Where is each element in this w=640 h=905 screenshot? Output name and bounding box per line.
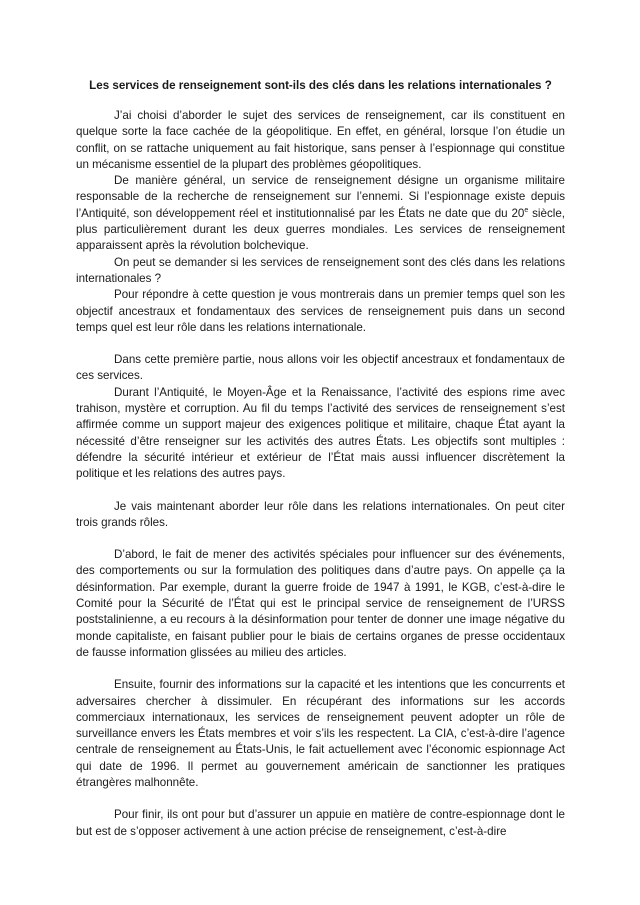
paragraph-part-one-intro: Dans cette première partie, nous allons voir les objectif ancestraux et fondamentaux de ces services.	[76, 353, 565, 383]
document-title: Les services de renseignement sont-ils des clés dans les relations internationales ?	[89, 79, 552, 92]
paragraph-disinformation: D’abord, le fait de mener des activités spéciales pour influencer sur des événements, des comportements ou sur la formulation des politiques dans d’autre pays. On appelle ça la désinformation. Par exemple, durant la guerre froide de 1947 à 1991, le KGB, c’est-à-dire le Comité pour la Sécurité de l’État qui est le principal service de renseignement de l’URSS poststalinienne, a eu recours à la désinformation pour tenter de donner une image négative du monde capitaliste, en faisant publier pour le biais de certains organes de presse occidentaux de fausse information glissées au milieu des articles.	[76, 548, 565, 659]
paragraph-definition-text: De manière général, un service de renseignement désigne un organisme militaire responsable de la recherche de renseignement sur l’ennemi. Si l’espionnage existe depuis l’Antiquité, son développement réel et institutionnalisé par les États ne date que du 20	[76, 174, 565, 220]
paragraph-question: On peut se demander si les services de renseignement sont des clés dans les relations internationales ?	[76, 255, 565, 285]
paragraph-information: Ensuite, fournir des informations sur la capacité et les intentions que les concurrents et adversaires chercher à dissimuler. En récupérant des informations sur les accords commerciaux internationaux, les services de renseignement peuvent adopter un rôle de surveillance envers les États membres et voir s’ils les respectent. La CIA, c’est-à-dire l’agence centrale de renseignement au États-Unis, le fait actuellement avec l’économic espionnage Act qui date de 1996. Il permet au gouvernement américain de sanctionner les pratiques étrangères malhonnête.	[76, 678, 565, 789]
century-superscript: e	[524, 206, 529, 214]
document-page	[76, 78, 565, 840]
paragraph-part-two-intro: Je vais maintenant aborder leur rôle dans les relations internationales. On peut citer trois grands rôles.	[76, 499, 565, 529]
paragraph-plan: Pour répondre à cette question je vous montrerais dans un premier temps quel son les objectif ancestraux et fondamentaux des services de renseignement puis dans un second temps quel est leur rôle dans les relations internationale.	[76, 288, 565, 334]
paragraph-intro: J’ai choisi d’aborder le sujet des services de renseignement, car ils constituent en quelque sorte la face cachée de la géopolitique. En effet, en général, lorsque l’on étudie un conflit, on se rattache uniquement au fait historique, sans penser à l’espionnage qui constitue un mécanisme essentiel de la plupart des problèmes géopolitiques.	[76, 109, 565, 171]
paragraph-counter-espionage: Pour finir, ils ont pour but d’assurer un appuie en matière de contre-espionnage dont le but est de s’opposer activement à une action précise de renseignement, c’est-à-dire	[76, 808, 565, 838]
paragraph-definition	[76, 173, 565, 254]
paragraph-history: Durant l’Antiquité, le Moyen-Âge et la Renaissance, l’activité des espions rime avec trahison, mystère et corruption. Au fil du temps l’activité des services de renseignement s’est affirmée comme un support majeur des exigences politique et militaire, chaque État ayant la nécessité d’être renseigner sur les activités des autres États. Les objectifs sont multiples : défendre la sécurité intérieur et extérieur de l’État mais aussi influencer discrètement la politique et les relations des autres pays.	[76, 385, 565, 481]
paragraph-definition-tail: siècle, plus particulièrement durant les deux guerres mondiales. Les services de renseignement apparaissent après la révolution bolchevique.	[76, 206, 565, 253]
